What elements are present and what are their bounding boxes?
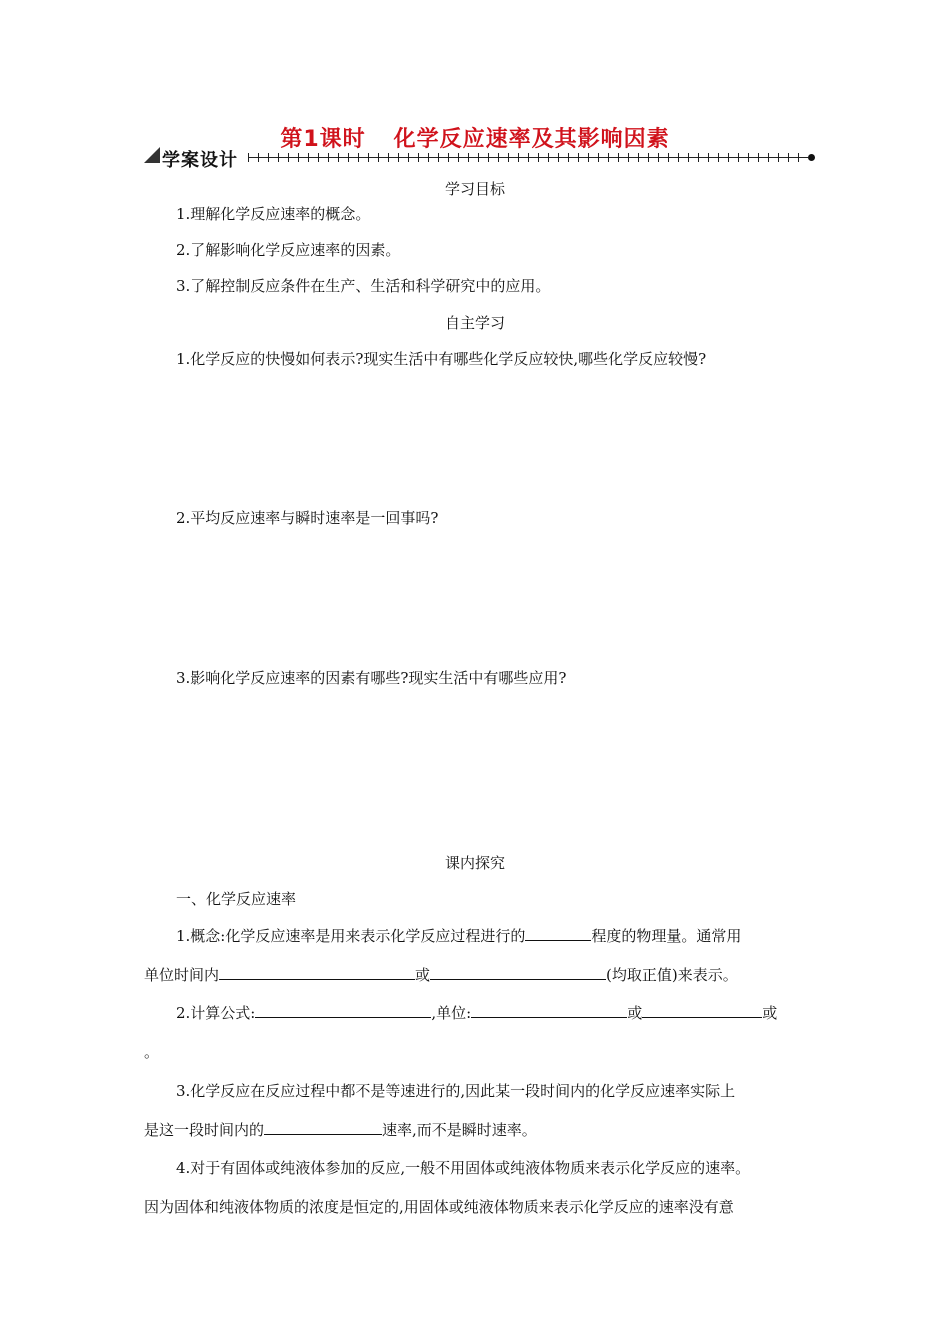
text-segment: 2.计算公式: xyxy=(176,1004,256,1022)
goals-heading: 学习目标 xyxy=(444,180,505,198)
section-banner xyxy=(144,145,820,171)
question-item: 3.影响化学反应速率的因素有哪些?现实生活中有哪些应用? xyxy=(176,669,567,687)
inquiry-subheading: 一、化学反应速率 xyxy=(176,890,297,908)
text-segment: 或 xyxy=(762,1004,778,1022)
fill-blank[interactable] xyxy=(430,965,606,980)
paragraph-2-line-2: 。 xyxy=(144,1043,160,1061)
self-study-heading: 自主学习 xyxy=(444,314,505,332)
paragraph-2-line-1 xyxy=(176,1002,777,1023)
banner-end-dot-icon xyxy=(808,154,815,161)
banner-ticks xyxy=(248,153,808,162)
banner-label: 学案设计 xyxy=(162,150,238,171)
text-segment: 1.概念:化学反应速率是用来表示化学反应过程进行的 xyxy=(176,927,526,945)
question-item: 2.平均反应速率与瞬时速率是一回事吗? xyxy=(176,509,439,527)
lesson-number: 第1课时 xyxy=(280,127,366,152)
goal-item: 1.理解化学反应速率的概念。 xyxy=(176,205,371,223)
text-segment: ,单位: xyxy=(431,1004,472,1022)
text-segment: 或 xyxy=(627,1004,643,1022)
goal-item: 3.了解控制反应条件在生产、生活和科学研究中的应用。 xyxy=(176,277,551,295)
paragraph-1-line-2 xyxy=(144,964,738,985)
paragraph-3-line-2 xyxy=(144,1119,537,1140)
text-segment: 单位时间内 xyxy=(144,966,220,984)
lesson-topic: 化学反应速率及其影响因素 xyxy=(393,127,670,152)
goal-item: 2.了解影响化学反应速率的因素。 xyxy=(176,241,401,259)
fill-blank[interactable] xyxy=(471,1003,627,1018)
banner-triangle-icon xyxy=(144,147,160,163)
paragraph-4-line-1: 4.对于有固体或纯液体参加的反应,一般不用固体或纯液体物质来表示化学反应的速率。 xyxy=(176,1159,751,1177)
fill-blank[interactable] xyxy=(525,926,591,941)
paragraph-4-line-2: 因为固体和纯液体物质的浓度是恒定的,用固体或纯液体物质来表示化学反应的速率没有意 xyxy=(144,1198,734,1216)
question-item: 1.化学反应的快慢如何表示?现实生活中有哪些化学反应较快,哪些化学反应较慢? xyxy=(176,350,707,368)
fill-blank[interactable] xyxy=(255,1003,431,1018)
fill-blank[interactable] xyxy=(264,1120,382,1135)
text-segment: 速率,而不是瞬时速率。 xyxy=(382,1121,537,1139)
text-segment: 程度的物理量。通常用 xyxy=(591,927,742,945)
fill-blank[interactable] xyxy=(219,965,415,980)
text-segment: 或 xyxy=(415,966,431,984)
paragraph-1-line-1 xyxy=(176,925,741,946)
inquiry-heading: 课内探究 xyxy=(444,854,505,872)
fill-blank[interactable] xyxy=(642,1003,762,1018)
text-segment: 是这一段时间内的 xyxy=(144,1121,265,1139)
text-segment: (均取正值)来表示。 xyxy=(606,966,738,984)
paragraph-3-line-1: 3.化学反应在反应过程中都不是等速进行的,因此某一段时间内的化学反应速率实际上 xyxy=(176,1082,736,1100)
